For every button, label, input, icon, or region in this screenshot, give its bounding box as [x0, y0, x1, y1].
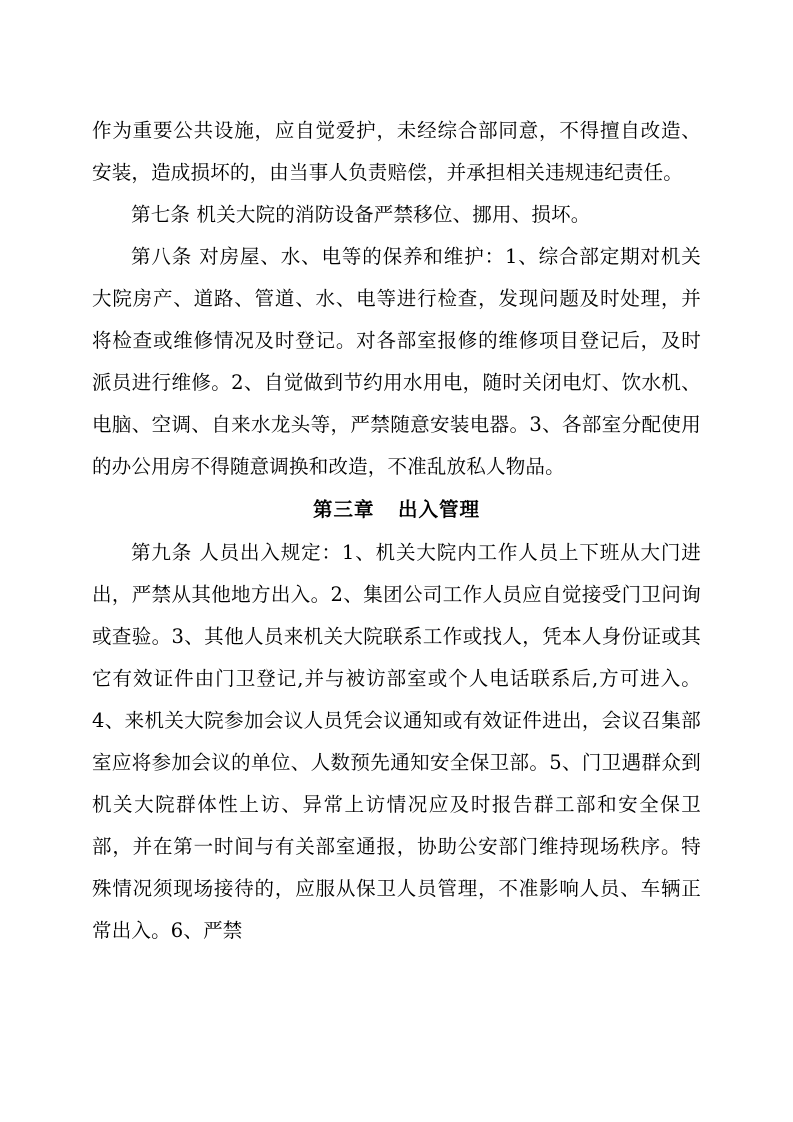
chapter-title: 出入管理: [397, 498, 480, 521]
article-eight-paragraph: 第八条 对房屋、水、电等的保养和维护：1、综合部定期对机关大院房产、道路、管道、水、电等进行检查，发现问题及时处理，并将检查或维修情况及时登记。对各部室报修的维修项目登记后，及时派员进行维修。2、自觉做到节约用水用电，随时关闭电灯、饮水机、电脑、空调、自来水龙头等，严禁随意安装电器。3、各部室分配使用的办公用房不得随意调换和改造，不准乱放私人物品。: [92, 245, 701, 478]
paragraph-continuation: 作为重要公共设施，应自觉爱护，未经综合部同意，不得擅自改造、安装，造成损坏的，由当事人负责赔偿，并承担相关违规违纪责任。: [92, 119, 701, 184]
chapter-three-heading: [92, 488, 701, 532]
chapter-number: 第三章: [313, 498, 375, 521]
document-body: [92, 110, 701, 952]
article-seven-paragraph: 第七条 机关大院的消防设备严禁移位、挪用、损坏。: [131, 203, 591, 226]
article-nine-paragraph: 第九条 人员出入规定：1、机关大院内工作人员上下班从大门进出，严禁从其他地方出入。2、集团公司工作人员应自觉接受门卫问询或查验。3、其他人员来机关大院联系工作或找人，凭本人身份证或其它有效证件由门卫登记,并与被访部室或个人电话联系后,方可进入。4、来机关大院参加会议人员凭会议通知或有效证件进出，会议召集部室应将参加会议的单位、人数预先通知安全保卫部。5、门卫遇群众到机关大院群体性上访、异常上访情况应及时报告群工部和安全保卫部，并在第一时间与有关部室通报，协助公安部门维持现场秩序。特殊情况须现场接待的，应服从保卫人员管理，不准影响人员、车辆正常出入。6、严禁: [92, 541, 701, 942]
